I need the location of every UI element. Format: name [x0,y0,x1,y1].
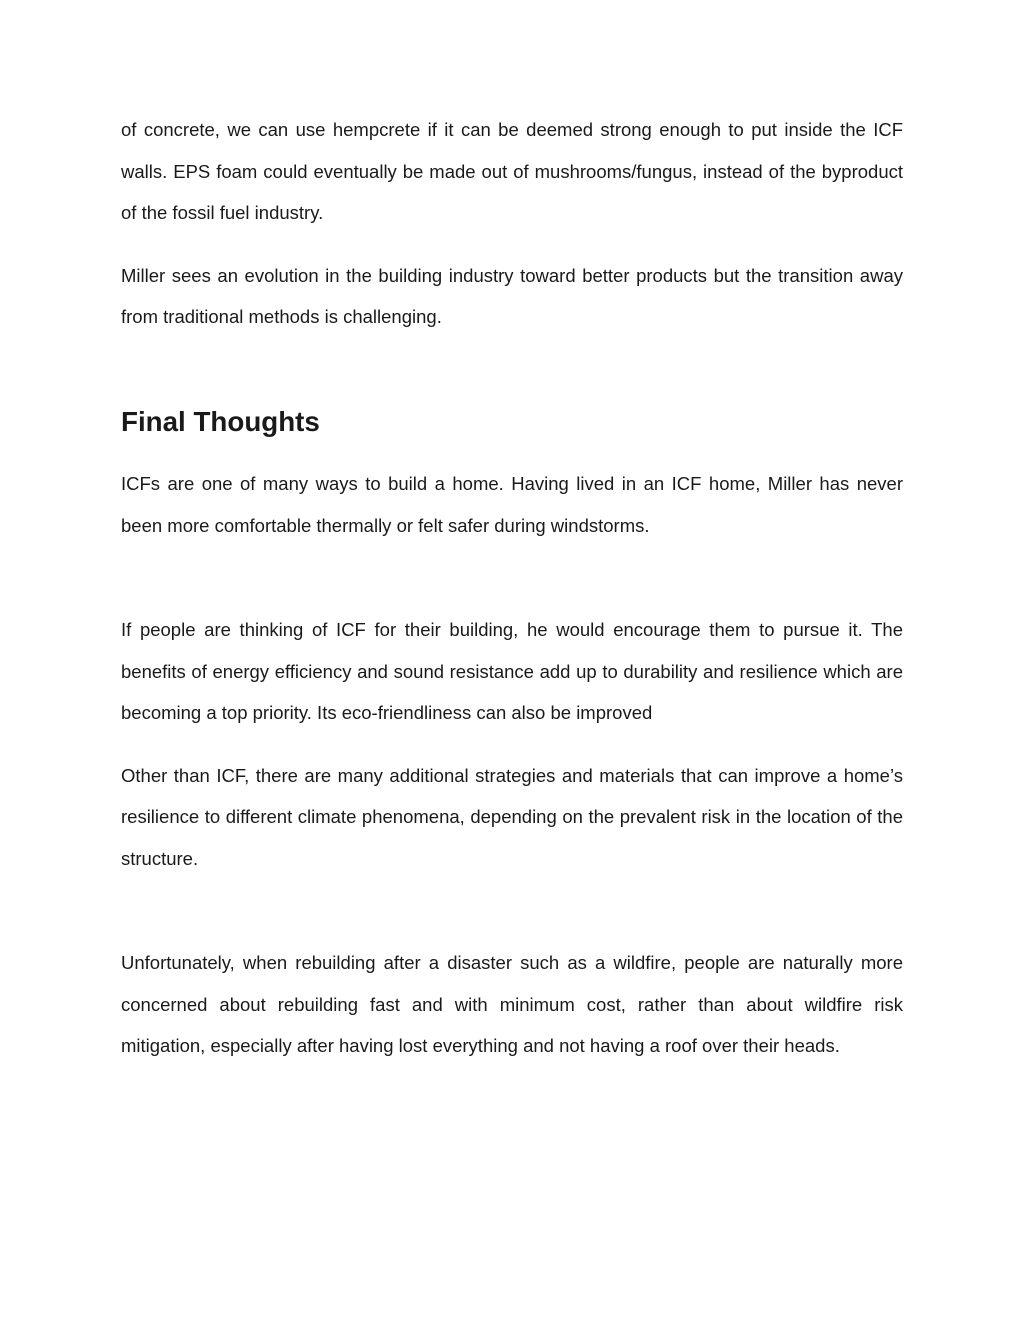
paragraph-icf-home: ICFs are one of many ways to build a home. Having lived in an ICF home, Miller has never been more comfortable thermally or felt safer during windstorms. [121,473,903,536]
section-heading-final-thoughts: Final Thoughts [121,405,320,437]
paragraph-other-strategies: Other than ICF, there are many additional strategies and materials that can improve a home’s resilience to different climate phenomena, depending on the prevalent risk in the location of the structure. [121,764,903,869]
paragraph-encourage: If people are thinking of ICF for their building, he would encourage them to pursue it. The benefits of energy efficiency and sound resistance add up to durability and resilience which are becoming a top priority. Its eco-friendliness can also be improved [121,619,903,723]
paragraph-evolution: Miller sees an evolution in the building industry toward better products but the transition away from traditional methods is challenging. [121,264,903,327]
paragraph-rebuilding: Unfortunately, when rebuilding after a disaster such as a wildfire, people are naturally more concerned about rebuilding fast and with minimum cost, rather than about wildfire risk mitigation, especially after having lost everything and not having a roof over their heads. [121,952,903,1056]
document-page [121,109,903,1067]
paragraph-hempcrete: of concrete, we can use hempcrete if it can be deemed strong enough to put inside the ICF walls. EPS foam could eventually be made out of mushrooms/fungus, instead of the byproduct of the fossil fuel industry. [121,119,903,223]
